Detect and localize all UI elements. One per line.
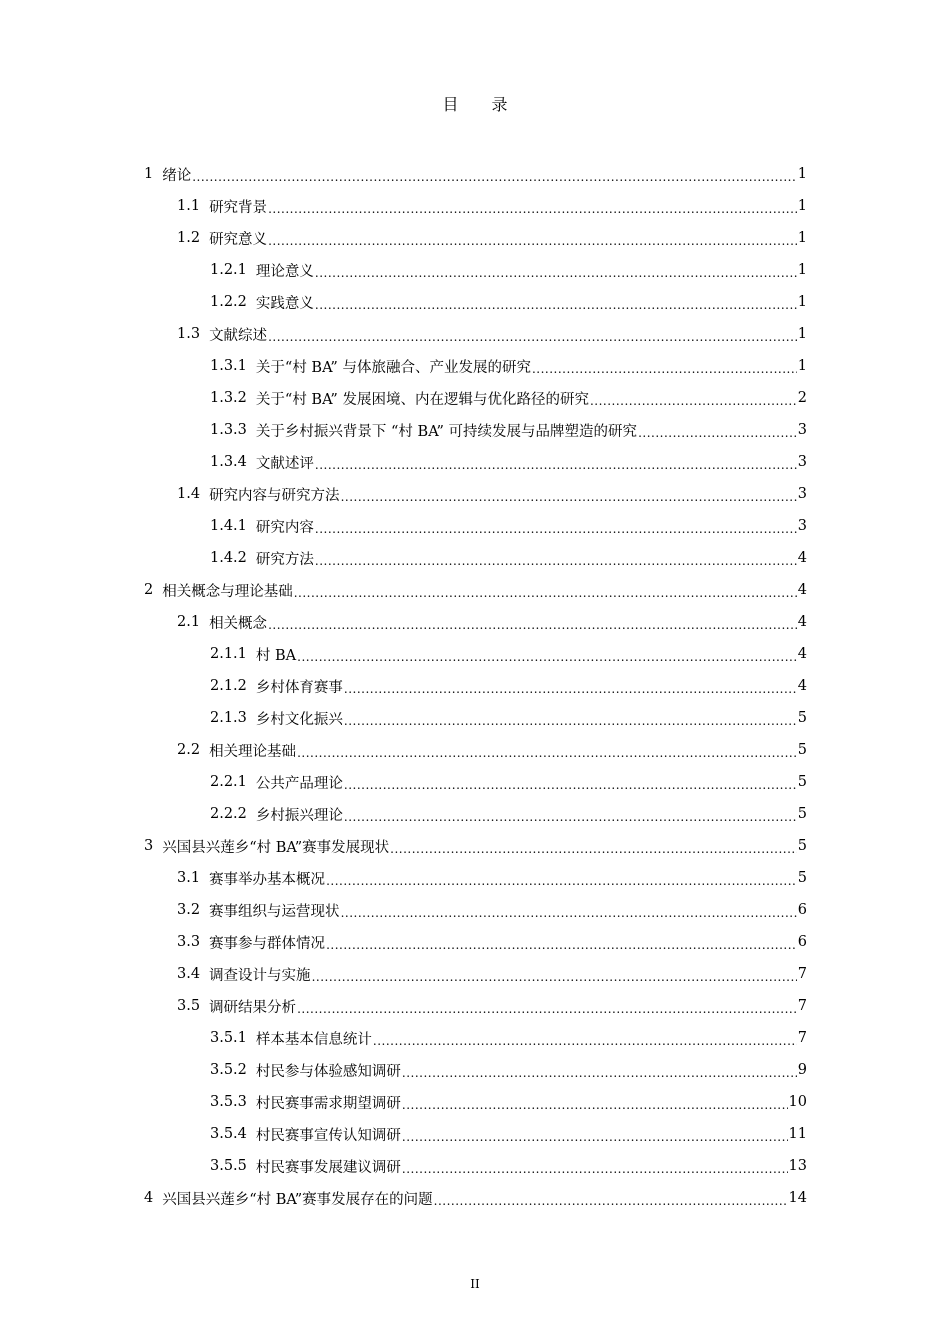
toc-entry-page: 7 <box>797 966 807 982</box>
toc-dot-leader <box>402 1162 788 1176</box>
toc-entry[interactable] <box>144 382 807 414</box>
toc-entry-title: 理论意义 <box>255 263 314 280</box>
toc-entry[interactable] <box>144 414 807 446</box>
toc-entry-number: 2.2.1 <box>210 774 247 790</box>
toc-entry[interactable] <box>144 446 807 478</box>
toc-entry-page: 10 <box>788 1094 807 1110</box>
toc-entry[interactable] <box>144 1182 807 1214</box>
toc-dot-leader <box>638 426 797 440</box>
toc-dot-leader <box>192 170 797 184</box>
toc-dot-leader <box>315 458 797 472</box>
toc-entry-title: 关于“村 BA” 与体旅融合、产业发展的研究 <box>255 359 531 376</box>
toc-entry[interactable] <box>144 798 807 830</box>
toc-entry[interactable] <box>144 510 807 542</box>
toc-dot-leader <box>268 330 797 344</box>
toc-entry[interactable] <box>144 1054 807 1086</box>
toc-entry-page: 5 <box>797 806 807 822</box>
toc-entry-page: 14 <box>788 1190 807 1206</box>
toc-entry-page: 4 <box>797 550 807 566</box>
toc-entry-title: 文献述评 <box>255 455 314 472</box>
toc-entry[interactable] <box>144 1118 807 1150</box>
toc-entry[interactable] <box>144 926 807 958</box>
toc-entry-number: 3 <box>144 838 154 854</box>
toc-entry-number: 1.3 <box>177 326 201 342</box>
toc-entry-title: 公共产品理论 <box>255 775 343 792</box>
toc-entry[interactable] <box>144 542 807 574</box>
toc-dot-leader <box>341 906 797 920</box>
toc-entry-title: 乡村振兴理论 <box>255 807 343 824</box>
toc-entry-page: 5 <box>797 870 807 886</box>
toc-entry-title: 文献综述 <box>209 327 268 344</box>
toc-entry-page: 13 <box>788 1158 807 1174</box>
toc-entry-number: 1.3.1 <box>210 358 247 374</box>
toc-entry-title: 调研结果分析 <box>209 999 297 1016</box>
page-number: II <box>470 1277 480 1291</box>
toc-dot-leader <box>268 618 797 632</box>
toc-entry-page: 5 <box>797 774 807 790</box>
toc-entry-number: 2.1.3 <box>210 710 247 726</box>
toc-entry-number: 1.1 <box>177 198 201 214</box>
toc-entry-page: 4 <box>797 646 807 662</box>
toc-entry-number: 4 <box>144 1190 154 1206</box>
toc-entry[interactable] <box>144 670 807 702</box>
toc-entry-number: 3.5.4 <box>210 1126 247 1142</box>
toc-entry[interactable] <box>144 158 807 190</box>
toc-entry-title: 研究内容与研究方法 <box>209 487 340 504</box>
toc-entry-number: 2.1.2 <box>210 678 247 694</box>
toc-entry-page: 3 <box>797 518 807 534</box>
toc-entry-number: 3.4 <box>177 966 201 982</box>
toc-dot-leader <box>315 522 797 536</box>
toc-entry-number: 2.1.1 <box>210 646 247 662</box>
toc-entry-title: 村民赛事发展建议调研 <box>255 1159 401 1176</box>
toc-entry-title: 绪论 <box>162 167 192 184</box>
toc-entry-title: 乡村文化振兴 <box>255 711 343 728</box>
toc-entry-page: 3 <box>797 454 807 470</box>
toc-entry-number: 1.4.2 <box>210 550 247 566</box>
toc-entry-page: 3 <box>797 422 807 438</box>
toc-entry[interactable] <box>144 766 807 798</box>
toc-entry-title: 村民赛事需求期望调研 <box>255 1095 401 1112</box>
toc-entry-title: 兴国县兴莲乡“村 BA”赛事发展存在的问题 <box>162 1191 433 1208</box>
toc-entry[interactable] <box>144 350 807 382</box>
toc-entry[interactable] <box>144 1086 807 1118</box>
toc-entry[interactable] <box>144 222 807 254</box>
toc-entry-page: 6 <box>797 934 807 950</box>
toc-entry[interactable] <box>144 606 807 638</box>
toc-entry-page: 1 <box>797 230 807 246</box>
toc-entry[interactable] <box>144 574 807 606</box>
table-of-contents <box>144 158 807 1214</box>
toc-dot-leader <box>590 394 797 408</box>
toc-entry[interactable] <box>144 894 807 926</box>
toc-entry-number: 3.5 <box>177 998 201 1014</box>
toc-entry-page: 9 <box>797 1062 807 1078</box>
toc-entry-page: 1 <box>797 326 807 342</box>
toc-dot-leader <box>344 682 797 696</box>
toc-entry[interactable] <box>144 190 807 222</box>
toc-entry-title: 赛事参与群体情况 <box>209 935 326 952</box>
toc-entry-page: 4 <box>797 678 807 694</box>
toc-entry-title: 村 BA <box>255 647 297 664</box>
toc-entry-number: 3.5.5 <box>210 1158 247 1174</box>
toc-entry-page: 5 <box>797 838 807 854</box>
toc-entry-page: 1 <box>797 262 807 278</box>
toc-entry-number: 3.3 <box>177 934 201 950</box>
toc-entry-number: 1.3.2 <box>210 390 247 406</box>
toc-entry-title: 相关概念 <box>209 615 268 632</box>
toc-entry-number: 1.2.2 <box>210 294 247 310</box>
toc-entry[interactable] <box>144 478 807 510</box>
toc-dot-leader <box>532 362 797 376</box>
toc-dot-leader <box>294 586 797 600</box>
toc-dot-leader <box>390 842 797 856</box>
toc-entry-page: 6 <box>797 902 807 918</box>
toc-entry-number: 2.2 <box>177 742 201 758</box>
toc-entry-title: 关于乡村振兴背景下 “村 BA” 可持续发展与品牌塑造的研究 <box>255 423 638 440</box>
toc-dot-leader <box>315 298 797 312</box>
toc-entry-title: 赛事举办基本概况 <box>209 871 326 888</box>
toc-entry-page: 11 <box>788 1126 807 1142</box>
toc-entry-number: 3.5.1 <box>210 1030 247 1046</box>
toc-entry-title: 调查设计与实施 <box>209 967 311 984</box>
toc-entry-number: 2.1 <box>177 614 201 630</box>
toc-dot-leader <box>297 650 797 664</box>
toc-entry[interactable] <box>144 830 807 862</box>
toc-entry-number: 3.5.2 <box>210 1062 247 1078</box>
toc-entry-number: 1.2 <box>177 230 201 246</box>
toc-dot-leader <box>297 1002 797 1016</box>
toc-entry-title: 兴国县兴莲乡“村 BA”赛事发展现状 <box>162 839 390 856</box>
toc-entry-number: 3.5.3 <box>210 1094 247 1110</box>
toc-entry[interactable] <box>144 702 807 734</box>
toc-entry-number: 3.2 <box>177 902 201 918</box>
toc-dot-leader <box>434 1194 788 1208</box>
toc-entry-page: 4 <box>797 614 807 630</box>
toc-dot-leader <box>315 554 797 568</box>
toc-entry-title: 研究意义 <box>209 231 268 248</box>
toc-entry-number: 1 <box>144 166 154 182</box>
toc-entry-title: 村民参与体验感知调研 <box>255 1063 401 1080</box>
toc-dot-leader <box>344 714 797 728</box>
toc-entry[interactable] <box>144 734 807 766</box>
toc-entry-page: 4 <box>797 582 807 598</box>
toc-dot-leader <box>402 1066 797 1080</box>
toc-dot-leader <box>326 874 797 888</box>
toc-dot-leader <box>402 1130 788 1144</box>
toc-entry-number: 1.4 <box>177 486 201 502</box>
toc-dot-leader <box>297 746 797 760</box>
toc-dot-leader <box>402 1098 788 1112</box>
toc-entry-page: 1 <box>797 294 807 310</box>
toc-entry[interactable] <box>144 1150 807 1182</box>
toc-entry-page: 1 <box>797 166 807 182</box>
toc-entry-title: 村民赛事宣传认知调研 <box>255 1127 401 1144</box>
toc-title: 目 录 <box>442 95 522 114</box>
toc-entry-page: 1 <box>797 198 807 214</box>
toc-entry-number: 1.3.4 <box>210 454 247 470</box>
toc-entry-title: 乡村体育赛事 <box>255 679 343 696</box>
toc-entry-title: 相关概念与理论基础 <box>162 583 293 600</box>
toc-dot-leader <box>268 234 797 248</box>
toc-entry-page: 5 <box>797 742 807 758</box>
toc-entry[interactable] <box>144 254 807 286</box>
toc-dot-leader <box>344 810 797 824</box>
toc-dot-leader <box>312 970 797 984</box>
toc-dot-leader <box>341 490 797 504</box>
toc-dot-leader <box>268 202 797 216</box>
toc-entry-title: 相关理论基础 <box>209 743 297 760</box>
toc-entry-title: 研究内容 <box>255 519 314 536</box>
toc-entry[interactable] <box>144 862 807 894</box>
toc-entry-title: 关于“村 BA” 发展困境、内在逻辑与优化路径的研究 <box>255 391 589 408</box>
toc-dot-leader <box>373 1034 797 1048</box>
toc-entry-number: 3.1 <box>177 870 201 886</box>
toc-entry-title: 研究方法 <box>255 551 314 568</box>
toc-entry-number: 1.3.3 <box>210 422 247 438</box>
toc-entry[interactable] <box>144 638 807 670</box>
toc-entry-page: 3 <box>797 486 807 502</box>
toc-entry[interactable] <box>144 1022 807 1054</box>
toc-entry-title: 样本基本信息统计 <box>255 1031 372 1048</box>
toc-entry-page: 7 <box>797 1030 807 1046</box>
toc-entry-page: 5 <box>797 710 807 726</box>
toc-entry[interactable] <box>144 958 807 990</box>
toc-entry-title: 研究背景 <box>209 199 268 216</box>
toc-entry-number: 2.2.2 <box>210 806 247 822</box>
toc-dot-leader <box>344 778 797 792</box>
toc-entry[interactable] <box>144 318 807 350</box>
toc-entry-number: 1.4.1 <box>210 518 247 534</box>
toc-dot-leader <box>326 938 797 952</box>
toc-entry-title: 实践意义 <box>255 295 314 312</box>
toc-entry-number: 2 <box>144 582 154 598</box>
toc-entry[interactable] <box>144 990 807 1022</box>
toc-entry-page: 1 <box>797 358 807 374</box>
toc-entry[interactable] <box>144 286 807 318</box>
toc-entry-page: 2 <box>797 390 807 406</box>
toc-entry-number: 1.2.1 <box>210 262 247 278</box>
toc-dot-leader <box>315 266 797 280</box>
toc-entry-page: 7 <box>797 998 807 1014</box>
toc-entry-title: 赛事组织与运营现状 <box>209 903 340 920</box>
